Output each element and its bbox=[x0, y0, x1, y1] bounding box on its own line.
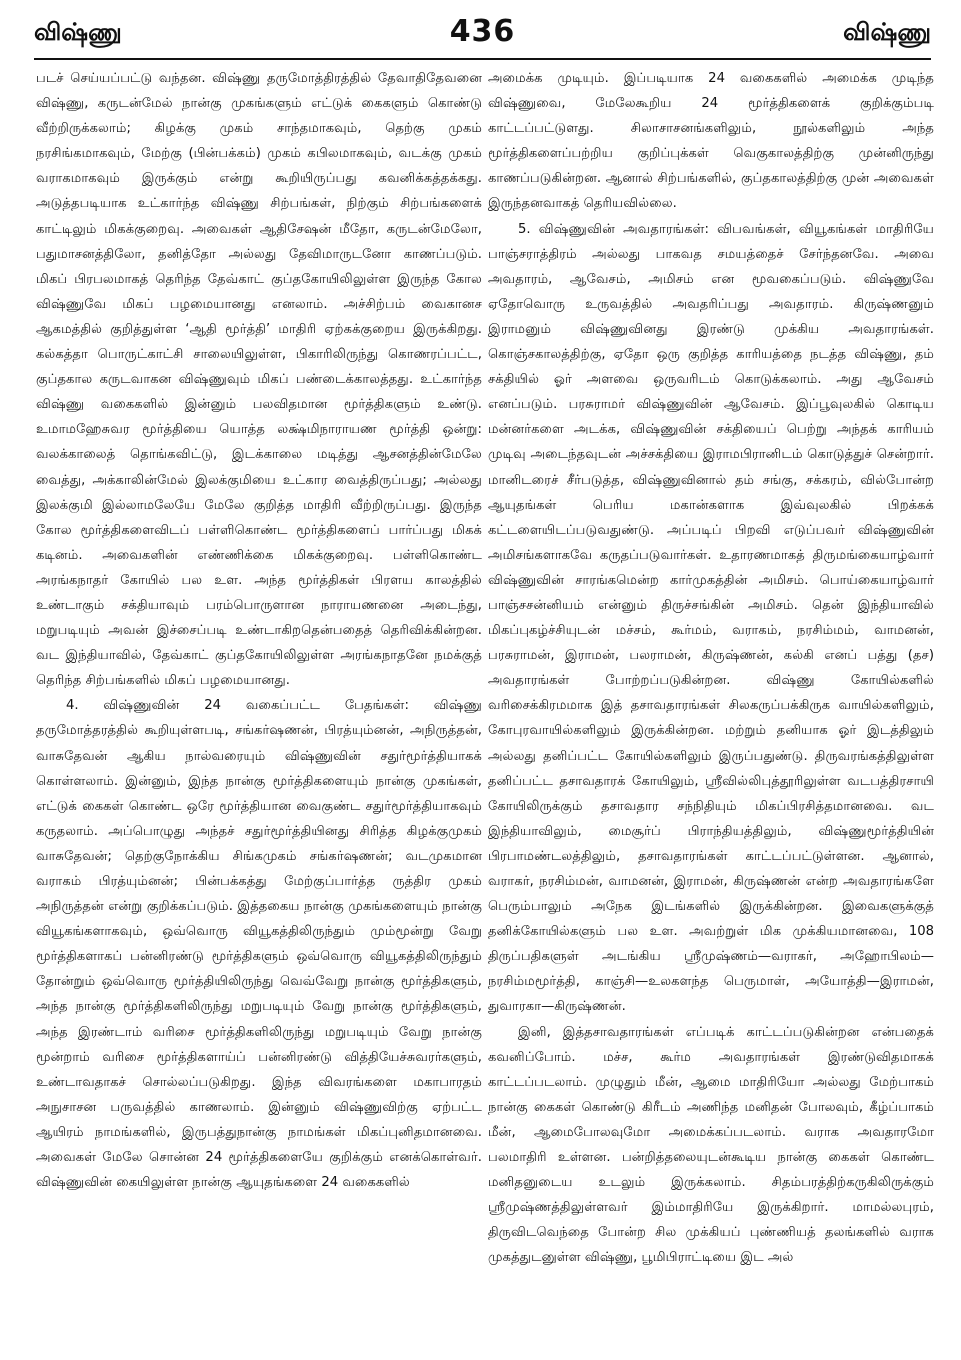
paragraph: இனி, இத்தசாவதாரங்கள் எப்படிக் காட்டப்படுகின்றன என்பதைக் கவனிப்போம். மச்ச, கூர்ம அவதாரங்கள் இரண்டுவிதமாகக் காட்டப்படலாம். முழுதும் மீன், ஆமை மாதிரியோ அல்லது மேற்பாகம் நான்கு கைகள் கொண்டு கிரீடம் அணிந்த மனிதன் போலவும், கீழ்ப்பாகம் மீன், ஆமைபோலவுமோ அமைக்கப்படலாம். வராக அவதாரமோ பலமாதிரி உள்ளன. பன்றித்தலையுடன்கூடிய நான்கு கைகள் கொண்ட மனிதனுடைய உடலும் இருக்கலாம். சிதம்பரத்திற்கருகிலிருக்கும் ஸ்ரீமுஷ்ணத்திலுள்ளவர் இம்மாதிரியே இருக்கிறார். மாமல்லபுரம், திருவிடவெந்தை போன்ற சில முக்கியப் புண்ணியத் தலங்களில் வராக முகத்துடனுள்ள விஷ்ணு, பூமிபிராட்டியை இட அல் bbox=[488, 1024, 934, 1266]
page-number: 436 bbox=[449, 14, 516, 49]
header-rule bbox=[34, 58, 931, 60]
paragraph: படச் செய்யப்பட்டு வந்தன. விஷ்ணு தருமோத்திரத்தில் தேவாதிதேவனை விஷ்ணு, கருடன்மேல் நான்கு முகங்களும் எட்டுக் கைகளும் கொண்டு வீற்றிருக்கலாம்; கிழக்கு முகம் சாந்தமாகவும், தெற்கு முகம் நரசிங்கமாகவும், மேற்கு (பின்பக்கம்) முகம் கபிலமாகவும், வடக்கு முகம் வராகமாகவும் இருக்கும் என்று கூறியிருப்பது கவனிக்கத்தக்கது. அடுத்தபடியாக உட்கார்ந்த விஷ்ணு சிற்பங்கள், நிற்கும் சிற்பங்களைக் காட்டிலும் மிகக்குறைவு. அவைகள் ஆதிசேஷன் மீதோ, கருடன்மேலோ, பதுமாசனத்திலோ, தனித்தோ அல்லது தேவிமாருடனோ காணப்படும். மிகப் பிரபலமாகத் தெரிந்த தேவ்காட் குப்தகோயிலிலுள்ள இருந்த கோல விஷ்ணுவே மிகப் பழமையானது எனலாம். அச்சிற்பம் வைகானச ஆகமத்தில் குறித்துள்ள ‘ஆதி மூர்த்தி’ மாதிரி ஏற்கக்குறைய இருக்கிறது. கல்கத்தா பொருட்காட்சி சாலையிலுள்ள, பிகாரிலிருந்து கொணரப்பட்ட, குப்தகால கருடவாகன விஷ்ணுவும் மிகப் பண்டைக்காலத்தது. உட்கார்ந்த விஷ்ணு வகைகளில் இன்னும் பலவிதமான மூர்த்திகளும் உண்டு. உமாமஹேசுவர மூர்த்தியை யொத்த லக்ஷ்மிநாராயண மூர்த்தி ஒன்று: வலக்காலைத் தொங்கவிட்டு, இடக்காலை மடித்து ஆசனத்தின்மேலே வைத்து, அக்காலின்மேல் இலக்குமியை உட்கார வைத்திருப்பது; அல்லது இலக்குமி இல்லாமலேயே மேலே குறித்த மாதிரி வீற்றிருப்பது. இருந்த கோல மூர்த்திகளைவிடப் பள்ளிகொண்ட மூர்த்திகளைப் பார்ப்பது மிகக் கடினம். அவைகளின் எண்ணிக்கை மிகக்குறைவு. பள்ளிகொண்ட அரங்கநாதர் கோயில் பல உள. அந்த மூர்த்திகள் பிரளய காலத்தில் உண்டாகும் சக்தியாவும் பரம்பொருளான நாராயணனை அடைந்து, மறுபடியும் அவன் இச்சைப்படி உண்டாகிறதென்பதைத் தெரிவிக்கின்றன. வட இந்தியாவில், தேவ்காட் குப்தகோயிலிலுள்ள அரங்கநாதனே நமக்குத் தெரிந்த சிற்பங்களில் மிகப் பழமையானது. bbox=[36, 71, 482, 689]
paragraph: அமைக்க முடியும். இப்படியாக 24 வகைகளில் அமைக்க முடிந்த விஷ்ணுவை, மேலேகூறிய 24 மூர்த்திகளைக் குறிக்கும்படி காட்டப்பட்டுளது. சிலாசாசனங்களிலும், நூல்களிலும் அந்த மூர்த்திகளைப்பற்றிய குறிப்புக்கள் வெகுகாலத்திற்கு முன்னிருந்து காணப்படுகின்றன. ஆனால் சிற்பங்களில், குப்தகாலத்திற்கு முன் அவைகள் இருந்தனவாகத் தெரியவில்லை. bbox=[488, 71, 934, 212]
running-head-left: விஷ்ணு bbox=[34, 18, 122, 46]
paragraph: 4. விஷ்ணுவின் 24 வகைப்பட்ட பேதங்கள்: விஷ்ணு தருமோத்தரத்தில் கூறியுள்ளபடி, சங்கர்ஷணன், பிரத்யும்னன், அநிருத்தன், வாசுதேவன் ஆகிய நால்வரையும் விஷ்ணுவின் சதுர்மூர்த்தியாகக் கொள்ளலாம். இன்னும், இந்த நான்கு மூர்த்திகளையும் நான்கு முகங்கள், எட்டுக் கைகள் கொண்ட ஒரே மூர்த்தியான வைகுண்ட சதுர்மூர்த்தியாகவும் கருதலாம். அப்பொழுது அந்தச் சதுர்மூர்த்தியினது சிரித்த கிழக்குமுகம் வாசுதேவன்; தெற்குநோக்கிய சிங்கமுகம் சங்கர்ஷணன்; வடமுகமான வராகம் பிரத்யும்னன்; பின்பக்கத்து மேற்குப்பார்த்த ருத்திர முகம் அநிருத்தன் என்று குறிக்கப்படும். இத்தகைய நான்கு முகங்களையும் நான்கு வியூகங்களாகவும், ஒவ்வொரு வியூகத்திலிருந்தும் மும்மூன்று வேறு மூர்த்திகளாகப் பன்னிரண்டு மூர்த்திகளும் ஒவ்வொரு வியூகத்திலிருந்தும் தோன்றும் ஒவ்வொரு மூர்த்தியிலிருந்து வெவ்வேறு நான்கு மூர்த்திகளும், அந்த நான்கு மூர்த்திகளிலிருந்து மறுபடியும் வேறு நான்கு மூர்த்திகளும், அந்த இரண்டாம் வரிசை மூர்த்திகளிலிருந்து மறுபடியும் வேறு நான்கு மூன்றாம் வரிசை மூர்த்திகளாய்ப் பன்னிரண்டு வித்தியேச்சுவரர்களும், உண்டாவதாகச் சொல்லப்படுகிறது. இந்த விவரங்களை மகாபாரதம் அநுசாசன பருவத்தில் காணலாம். இன்னும் விஷ்ணுவிற்கு ஏற்பட்ட ஆயிரம் நாமங்களில், இருபத்துநான்கு நாமங்கள் மிகப்புனிதமானவை. அவைகள் மேலே சொன்ன 24 மூர்த்திகளையே குறிக்கும் எனக்கொள்வர். விஷ்ணுவின் கையிலுள்ள நான்கு ஆயுதங்களை 24 வகைகளில் bbox=[36, 698, 482, 1191]
right-column bbox=[488, 66, 934, 1352]
running-head-right: விஷ்ணு bbox=[843, 18, 931, 46]
left-column bbox=[36, 66, 482, 1352]
paragraph: 5. விஷ்ணுவின் அவதாரங்கள்: விபவங்கள், வியூகங்கள் மாதிரியே பாஞ்சராத்திரம் அல்லது பாகவத சமயத்தைச் சேர்ந்தனவே. அவை அவதாரம், ஆவேசம், அமிசம் என மூவகைப்படும். விஷ்ணுவே ஏதோவொரு உருவத்தில் அவதரிப்பது அவதாரம். கிருஷ்ணனும் இராமனும் விஷ்ணுவினது இரண்டு முக்கிய அவதாரங்கள். கொஞ்சகாலத்திற்கு, ஏதோ ஒரு குறித்த காரியத்தை நடத்த விஷ்ணு, தம் சக்தியில் ஓர் அளவை ஒருவரிடம் கொடுக்கலாம். அது ஆவேசம் எனப்படும். பரசுராமர் விஷ்ணுவின் ஆவேசம். இப்பூவுலகில் கொடிய மன்னர்களை அடக்க, விஷ்ணுவின் சக்தியைப் பெற்று அந்தக் காரியம் முடிவு அடைந்தவுடன் அச்சக்தியை இராமபிரானிடம் கொடுத்துச் சென்றார். மானிடரைச் சீர்படுத்த, விஷ்ணுவினால் தம் சங்கு, சக்கரம், வில்போன்ற ஆயுதங்கள் பெரிய மகான்களாக இவ்வுலகில் பிறக்கக் கட்டளையிடப்படுவதுண்டு. அப்படிப் பிறவி எடுப்பவர் விஷ்ணுவின் அமிசங்களாகவே கருதப்படுவார்கள். உதாரணமாகத் திருமங்கையாழ்வார் விஷ்ணுவின் சாரங்கமென்ற கார்முகத்தின் அமிசம். பொய்கையாழ்வார் பாஞ்சசன்னியம் என்னும் திருச்சங்கின் அமிசம். தென் இந்தியாவில் மிகப்புகழ்ச்சியுடன் மச்சம், கூர்மம், வராகம், நரசிம்மம், வாமனன், பரசுராமன், இராமன், பலராமன், கிருஷ்ணன், கல்கி எனப் பத்து (தச) அவதாரங்கள் போற்றப்படுகின்றன. விஷ்ணு கோயில்களில் வரிசைக்கிரமமாக இத் தசாவதாரங்கள் சிலகருப்பக்கிருக வாயில்களிலும், கோபுரவாயில்களிலும் இருக்கின்றன. மற்றும் தனியாக ஓர் இடத்திலும் அல்லது தனிப்பட்ட கோயில்களிலும் இருப்பதுண்டு. திருவரங்கத்திலுள்ள தனிப்பட்ட தசாவதாரக் கோயிலும், ஸ்ரீவில்லிபுத்தூரிலுள்ள வடபத்திரசாயி கோயிலிருக்கும் தசாவதார சந்நிதியும் மிகப்பிரசித்தமானவை. வட இந்தியாவிலும், மைசூர்ப் பிராந்தியத்திலும், விஷ்ணுமூர்த்தியின் பிரபாமண்டலத்திலும், தசாவதாரங்கள் காட்டப்பட்டுள்ளன. ஆனால், வராகர், நரசிம்மன், வாமனன், இராமன், கிருஷ்ணன் என்ற அவதாரங்களே பெரும்பாலும் அநேக இடங்களில் இருக்கின்றன. இவைகளுக்குத் தனிக்கோயில்களும் பல உள. அவற்றுள் மிக முக்கியமானவை, 108 திருப்பதிகளுள் அடங்கிய ஸ்ரீமுஷ்ணம்—வராகர், அஹோபிலம்—நரசிம்மமூர்த்தி, காஞ்சி—உலகளந்த பெருமாள், அயோத்தி—இராமன், துவாரகா—கிருஷ்ணன். bbox=[488, 221, 934, 1015]
page-header bbox=[34, 14, 931, 58]
